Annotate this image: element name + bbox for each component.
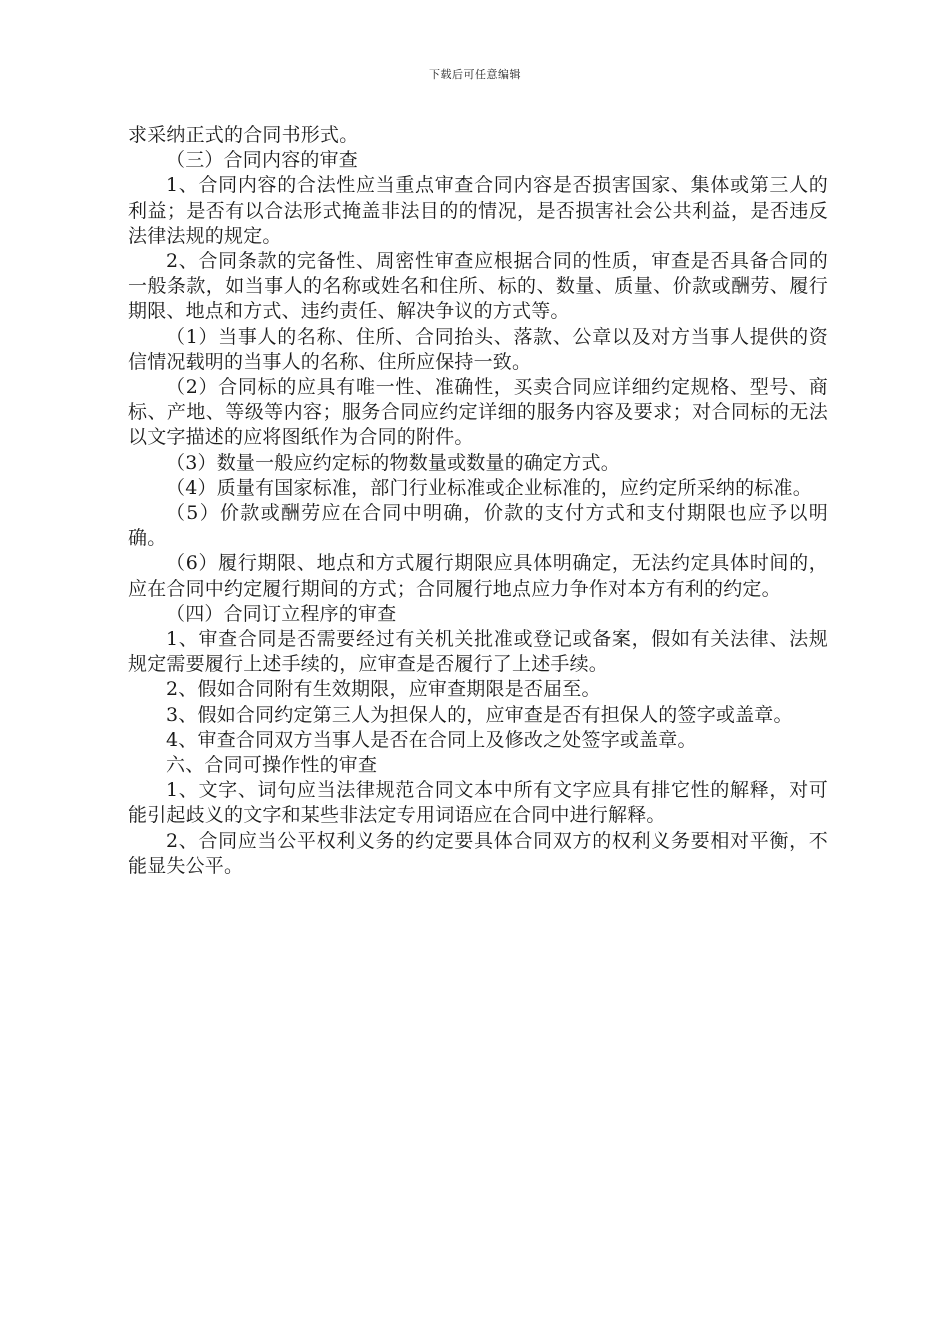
paragraph-continuation: 求采纳正式的合同书形式。 (128, 124, 359, 146)
paragraph-item-4: （4）质量有国家标准，部门行业标准或企业标准的，应约定所采纳的标准。 (166, 476, 812, 499)
paragraph-item-2: （2）合同标的应具有唯一性、准确性，买卖合同应详细约定规格、型号、商标、产地、等级等内容；服务合同应约定详细的服务内容及要求；对合同标的无法以文字描述的应将图纸作为合同的附件。 (128, 376, 828, 449)
section-heading-procedure: （四）合同订立程序的审查 (166, 602, 397, 625)
section-heading-contract-content: （三）合同内容的审查 (166, 149, 359, 172)
paragraph-item-6: （6）履行期限、地点和方式履行期限应具体明确定，无法约定具体时间的，应在合同中约定履行期间的方式；合同履行地点应力争作对本方有利的约定。 (128, 552, 828, 600)
paragraph-item-5: （5）价款或酬劳应在合同中明确，价款的支付方式和支付期限也应予以明确。 (128, 502, 828, 550)
paragraph-operability-1: 1、文字、词句应当法律规范合同文本中所有文字应具有排它性的解释，对可能引起歧义的文字和某些非法定专用词语应在合同中进行解释。 (128, 779, 828, 827)
page-header: 下载后可任意编辑 (429, 68, 521, 81)
paragraph-procedure-4: 4、审查合同双方当事人是否在合同上及修改之处签字或盖章。 (166, 728, 697, 751)
paragraph-operability-2: 2、合同应当公平权利义务的约定要具体合同双方的权利义务要相对平衡，不能显失公平。 (128, 829, 828, 877)
paragraph-legality: 1、合同内容的合法性应当重点审查合同内容是否损害国家、集体或第三人的利益；是否有以合法形式掩盖非法目的的情况，是否损害社会公共利益，是否违反法律法规的规定。 (128, 174, 828, 247)
document-body (128, 123, 828, 879)
paragraph-procedure-3: 3、假如合同约定第三人为担保人的，应审查是否有担保人的签字或盖章。 (166, 703, 793, 726)
paragraph-item-3: （3）数量一般应约定标的物数量或数量的确定方式。 (166, 451, 620, 474)
paragraph-completeness: 2、合同条款的完备性、周密性审查应根据合同的性质，审查是否具备合同的一般条款，如当事人的名称或姓名和住所、标的、数量、质量、价款或酬劳、履行期限、地点和方式、违约责任、解决争议的方式等。 (128, 250, 828, 323)
paragraph-procedure-2: 2、假如合同附有生效期限，应审查期限是否届至。 (166, 678, 601, 701)
paragraph-procedure-1: 1、审查合同是否需要经过有关机关批准或登记或备案，假如有关法律、法规规定需要履行上述手续的，应审查是否履行了上述手续。 (128, 628, 828, 676)
section-heading-operability: 六、合同可操作性的审查 (166, 754, 378, 777)
paragraph-item-1: （1）当事人的名称、住所、合同抬头、落款、公章以及对方当事人提供的资信情况载明的当事人的名称、住所应保持一致。 (128, 325, 828, 373)
